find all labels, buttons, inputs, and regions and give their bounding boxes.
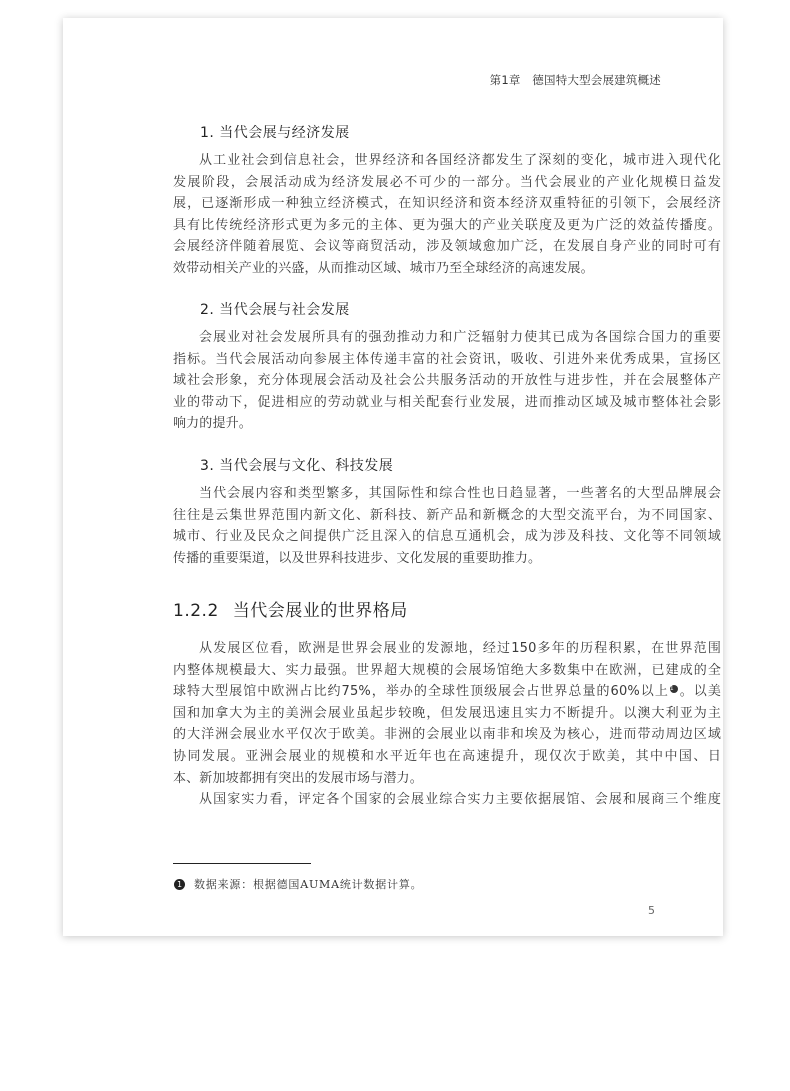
- text-line: 传播的重要渠道，以及世界科技进步、文化发展的重要助推力。: [173, 550, 542, 566]
- text-line: 城市、行业及民众之间提供广泛且深入的信息互通机会，成为涉及科技、文化等不同领域: [173, 529, 721, 545]
- text-segment: 。以美: [678, 684, 721, 700]
- text-line: 协同发展。亚洲会展业的规模和水平近年也在高速提升，现仅次于欧美，其中中国、日: [173, 748, 721, 764]
- text-line: 从工业社会到信息社会，世界经济和各国经济都发生了深刻的变化，城市进入现代化: [199, 153, 721, 168]
- text-line: 域社会形象，充分体现展会活动及社会公共服务活动的开放性与进步性，并在会展整体产: [173, 373, 721, 389]
- text-line: 内整体规模最大、实力最强。世界超大规模的会展场馆绝大多数集中在欧洲，已建成的全: [173, 662, 721, 678]
- text-segment: 球特大型展馆中欧洲占比约75%，举办的全球性顶级展会占世界总量的60%以上: [173, 684, 669, 700]
- text-line: 会展业对社会发展所具有的强劲推动力和广泛辐射力使其已成为各国综合国力的重要: [199, 330, 721, 345]
- footnote-number-icon: 1: [174, 879, 185, 890]
- text-line: 会展经济伴随着展览、会议等商贸活动，涉及领域愈加广泛，在发展自身产业的同时可有: [173, 239, 721, 255]
- footnote: [174, 876, 422, 892]
- running-head: 第1章 德国特大型会展建筑概述: [489, 73, 661, 87]
- text-line-with-footnote: [173, 681, 721, 703]
- text-line: 当代会展内容和类型繁多，其国际性和综合性也日趋显著，一些著名的大型品牌展会: [199, 486, 721, 501]
- section-heading-society: 2. 当代会展与社会发展: [200, 302, 350, 318]
- paragraph-world-pattern: [173, 638, 721, 811]
- text-line: 指标。当代会展活动向参展主体传递丰富的社会资讯，吸收、引进外来优秀成果，宣扬区: [173, 351, 721, 367]
- text-line: 效带动相关产业的兴盛，从而推动区域、城市乃至全球经济的高速发展。: [173, 260, 594, 276]
- subsection-heading: [173, 596, 408, 621]
- footnote-reference-icon[interactable]: 1: [670, 685, 678, 693]
- subsection-number: 1.2.2: [173, 601, 219, 621]
- paragraph-culture-tech: [173, 483, 721, 569]
- footnote-divider: [173, 863, 311, 864]
- text-line: 具有比传统经济形式更为多元的主体、更为强大的产业关联度及更为广泛的效益传播度。: [173, 217, 721, 233]
- text-line: 发展阶段，会展活动成为经济发展必不可少的一部分。当代会展业的产业化规模日益发: [173, 174, 721, 190]
- section-heading-culture-tech: 3. 当代会展与文化、科技发展: [200, 458, 394, 474]
- text-line: 响力的提升。: [173, 416, 252, 432]
- text-line: 的大洋洲会展业水平仅次于欧美。非洲的会展业以南非和埃及为核心，进而带动周边区域: [173, 727, 721, 743]
- text-line: 国和加拿大为主的美洲会展业虽起步较晚，但发展迅速且实力不断提升。以澳大利亚为主: [173, 705, 721, 721]
- paragraph-economy: [173, 150, 721, 280]
- paragraph-society: [173, 327, 721, 435]
- section-heading-economy: 1. 当代会展与经济发展: [200, 125, 350, 141]
- book-page: [63, 18, 723, 936]
- text-line: 业的带动下，促进相应的劳动就业与相关配套行业发展，进而推动区域及城市整体社会影: [173, 394, 721, 410]
- subsection-title: 当代会展业的世界格局: [232, 601, 408, 621]
- page-number: 5: [648, 904, 655, 917]
- text-line: 往往是云集世界范围内新文化、新科技、新产品和新概念的大型交流平台，为不同国家、: [173, 507, 721, 523]
- text-line: 从发展区位看，欧洲是世界会展业的发源地，经过150多年的历程积累，在世界范围: [199, 641, 721, 656]
- text-line: 展，已逐渐形成一种独立经济模式，在知识经济和资本经济双重特征的引领下，会展经济: [173, 196, 721, 212]
- footnote-text: 数据来源：根据德国AUMA统计数据计算。: [194, 878, 423, 891]
- text-line: 本、新加坡都拥有突出的发展市场与潜力。: [173, 770, 423, 786]
- text-line: 从国家实力看，评定各个国家的会展业综合实力主要依据展馆、会展和展商三个维度: [199, 792, 721, 808]
